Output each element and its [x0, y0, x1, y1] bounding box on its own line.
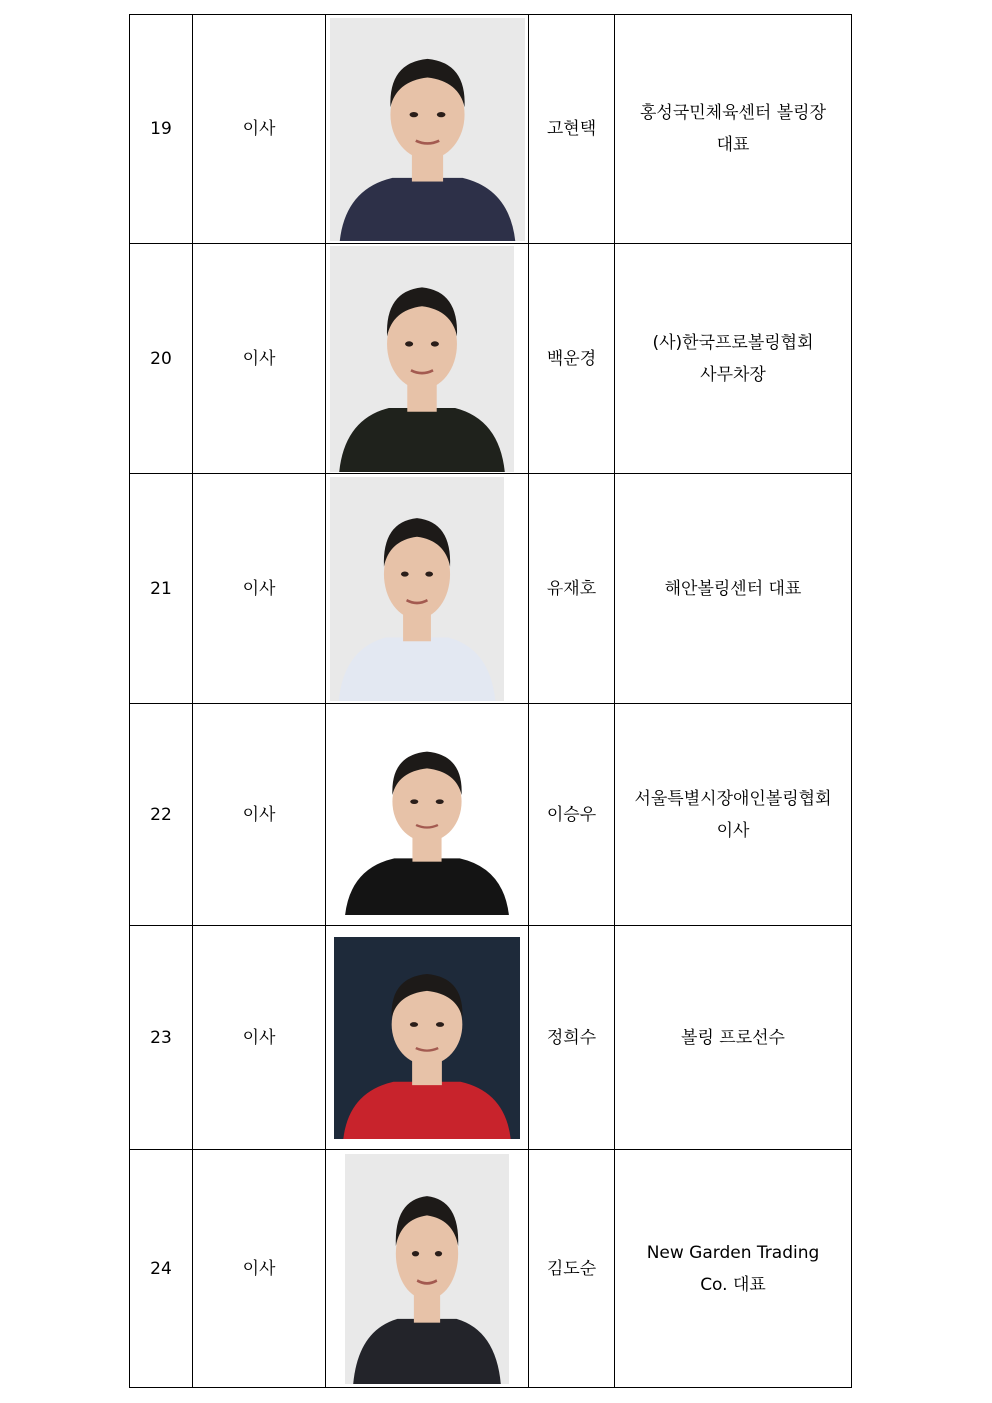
member-name: 정희수	[529, 926, 615, 1150]
portrait-photo-icon	[334, 937, 520, 1139]
table-row	[130, 704, 852, 926]
table-row	[130, 244, 852, 474]
portrait-photo-icon	[336, 715, 518, 915]
affiliation-line: New Garden Trading	[646, 1242, 820, 1263]
member-photo-cell	[326, 704, 529, 926]
portrait-photo-icon	[330, 18, 525, 241]
member-affiliation	[615, 1150, 852, 1388]
table-row	[130, 15, 852, 244]
member-photo-cell	[326, 926, 529, 1150]
member-position: 이사	[193, 704, 326, 926]
member-number: 21	[130, 474, 193, 704]
member-position: 이사	[193, 1150, 326, 1388]
member-photo-cell	[326, 244, 529, 474]
portrait-photo-icon	[330, 477, 504, 701]
affiliation-line: 사무차장	[700, 364, 766, 385]
member-number: 20	[130, 244, 193, 474]
affiliation-line: Co. 대표	[700, 1274, 766, 1295]
affiliation-line: 이사	[716, 820, 750, 841]
member-name: 고현택	[529, 15, 615, 244]
member-affiliation	[615, 926, 852, 1150]
member-photo-cell	[326, 15, 529, 244]
member-number: 22	[130, 704, 193, 926]
board-member-table	[129, 14, 852, 1388]
member-affiliation	[615, 474, 852, 704]
table-row	[130, 474, 852, 704]
affiliation-line: 홍성국민체육센터 볼링장	[639, 103, 827, 123]
member-name: 백운경	[529, 244, 615, 474]
table-row	[130, 1150, 852, 1388]
affiliation-line: 서울특별시장애인볼링협회	[634, 788, 832, 809]
member-number: 19	[130, 15, 193, 244]
affiliation-line: 볼링 프로선수	[681, 1027, 785, 1048]
affiliation-line: 해안볼링센터 대표	[664, 578, 802, 599]
member-affiliation	[615, 704, 852, 926]
member-position: 이사	[193, 474, 326, 704]
member-position: 이사	[193, 15, 326, 244]
portrait-photo-icon	[345, 1154, 509, 1384]
member-photo-cell	[326, 474, 529, 704]
table-row	[130, 926, 852, 1150]
affiliation-line: (사)한국프로볼링협회	[652, 332, 814, 353]
member-number: 24	[130, 1150, 193, 1388]
member-name: 이승우	[529, 704, 615, 926]
member-number: 23	[130, 926, 193, 1150]
member-affiliation	[615, 244, 852, 474]
affiliation-line: 대표	[716, 135, 750, 155]
member-name: 김도순	[529, 1150, 615, 1388]
member-name: 유재호	[529, 474, 615, 704]
member-position: 이사	[193, 926, 326, 1150]
member-photo-cell	[326, 1150, 529, 1388]
portrait-photo-icon	[330, 246, 514, 472]
member-position: 이사	[193, 244, 326, 474]
member-affiliation	[615, 15, 852, 244]
